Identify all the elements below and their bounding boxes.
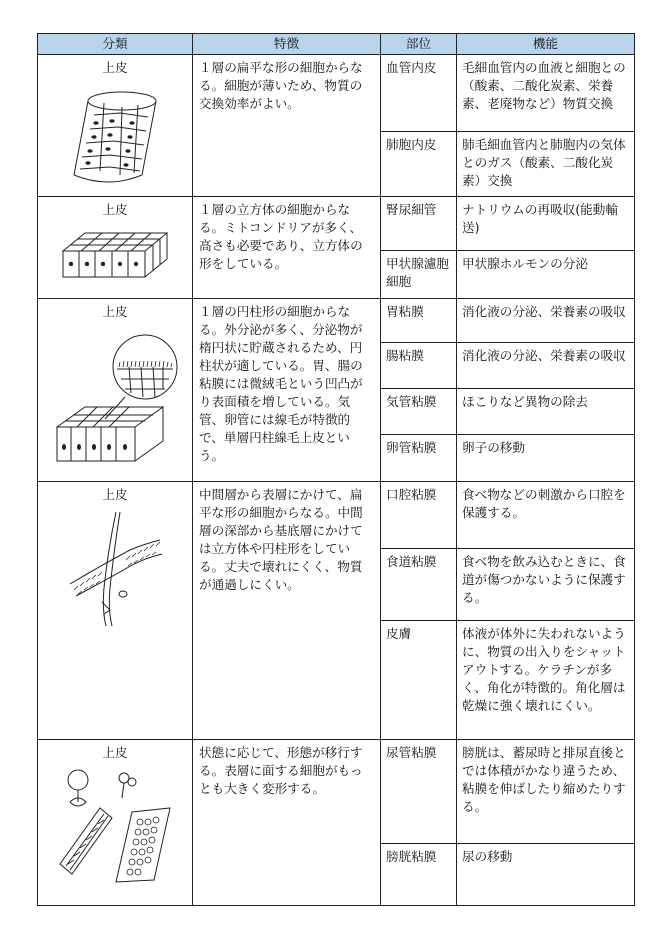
function-cell: 消化液の分泌、栄養素の吸収 (457, 299, 635, 343)
table-row (38, 482, 635, 549)
classification-label: 上皮 (102, 60, 128, 75)
function-cell: 食べ物などの刺激から口腔を保護する。 (457, 482, 635, 549)
function-cell: ほこりなど異物の除去 (457, 389, 635, 435)
site-cell: 甲状腺濾胞細胞 (381, 251, 457, 299)
classification-label: 上皮 (102, 304, 128, 319)
site-cell: 腸粘膜 (381, 343, 457, 389)
site-cell: 胃粘膜 (381, 299, 457, 343)
classification-label: 上皮 (102, 745, 128, 760)
function-cell: 消化液の分泌、栄養素の吸収 (457, 343, 635, 389)
classification-label: 上皮 (102, 487, 128, 502)
function-cell: 体液が体外に失われないように、物質の出入りをシャットアウトする。ケラチンが多く、角化が特徴的。角化層は乾燥に強く壊れにくい。 (457, 621, 635, 740)
classification-cell (38, 482, 193, 740)
table-row (38, 197, 635, 251)
table-header-row (38, 34, 635, 55)
function-cell: ナトリウムの再吸収(能動輸送) (457, 197, 635, 251)
function-cell: 膀胱は、蓄尿時と排尿直後とでは体積がかなり違うため、粘膜を伸ばしたり縮めたりする。 (457, 740, 635, 844)
header-site: 部位 (381, 34, 457, 55)
simple-cuboidal-epithelium-illustration (55, 225, 175, 287)
site-cell: 食道粘膜 (381, 549, 457, 621)
transitional-epithelium-illustration (50, 768, 180, 888)
table-row (38, 55, 635, 132)
site-cell: 肺胞内皮 (381, 132, 457, 197)
simple-columnar-epithelium-illustration (45, 327, 185, 467)
function-cell: 尿の移動 (457, 844, 635, 906)
classification-cell (38, 299, 193, 482)
classification-cell (38, 197, 193, 299)
epithelium-table-sheet (37, 33, 634, 906)
site-cell: 膀胱粘膜 (381, 844, 457, 906)
function-cell: 甲状腺ホルモンの分泌 (457, 251, 635, 299)
site-cell: 卵管粘膜 (381, 435, 457, 482)
header-features: 特徴 (193, 34, 381, 55)
function-cell: 卵子の移動 (457, 435, 635, 482)
feature-cell: １層の立方体の細胞からなる。ミトコンドリアが多く、高さも必要であり、立方体の形をしている。 (193, 197, 381, 299)
feature-cell: １層の扁平な形の細胞からなる。細胞が薄いため、物質の交換効率がよい。 (193, 55, 381, 197)
feature-cell: 状態に応じて、形態が移行する。表層に面する細胞がもっとも大きく変形する。 (193, 740, 381, 906)
simple-squamous-epithelium-illustration (60, 83, 170, 193)
feature-cell: 中間層から表層にかけて、扁平な形の細胞からなる。中間層の深部から基底層にかけては立方体や円柱形をしている。丈夫で壊れにくく、物質が通過しにくい。 (193, 482, 381, 740)
header-function: 機能 (457, 34, 635, 55)
site-cell: 皮膚 (381, 621, 457, 740)
function-cell: 毛細血管内の血液と細胞との（酸素、二酸化炭素、栄養素、老廃物など）物質交換 (457, 55, 635, 132)
feature-cell: １層の円柱形の細胞からなる。外分泌が多く、分泌物が楕円状に貯蔵されるため、円柱状が適している。胃、腸の粘膜には微絨毛という凹凸がり表面積を増している。気管、卵管には線毛が特徴的で、単層円柱線毛上皮という。 (193, 299, 381, 482)
classification-label: 上皮 (102, 202, 128, 217)
function-cell: 食べ物を飲み込むときに、食道が傷つかないように保護する。 (457, 549, 635, 621)
classification-cell (38, 55, 193, 197)
header-classification: 分類 (38, 34, 193, 55)
site-cell: 腎尿細管 (381, 197, 457, 251)
stratified-squamous-epithelium-illustration (60, 510, 170, 630)
site-cell: 気管粘膜 (381, 389, 457, 435)
site-cell: 口腔粘膜 (381, 482, 457, 549)
site-cell: 血管内皮 (381, 55, 457, 132)
epithelium-table (37, 33, 635, 906)
function-cell: 肺毛細血管内と肺胞内の気体とのガス（酸素、二酸化炭素）交換 (457, 132, 635, 197)
table-row (38, 740, 635, 844)
table-row (38, 299, 635, 343)
classification-cell (38, 740, 193, 906)
site-cell: 尿管粘膜 (381, 740, 457, 844)
